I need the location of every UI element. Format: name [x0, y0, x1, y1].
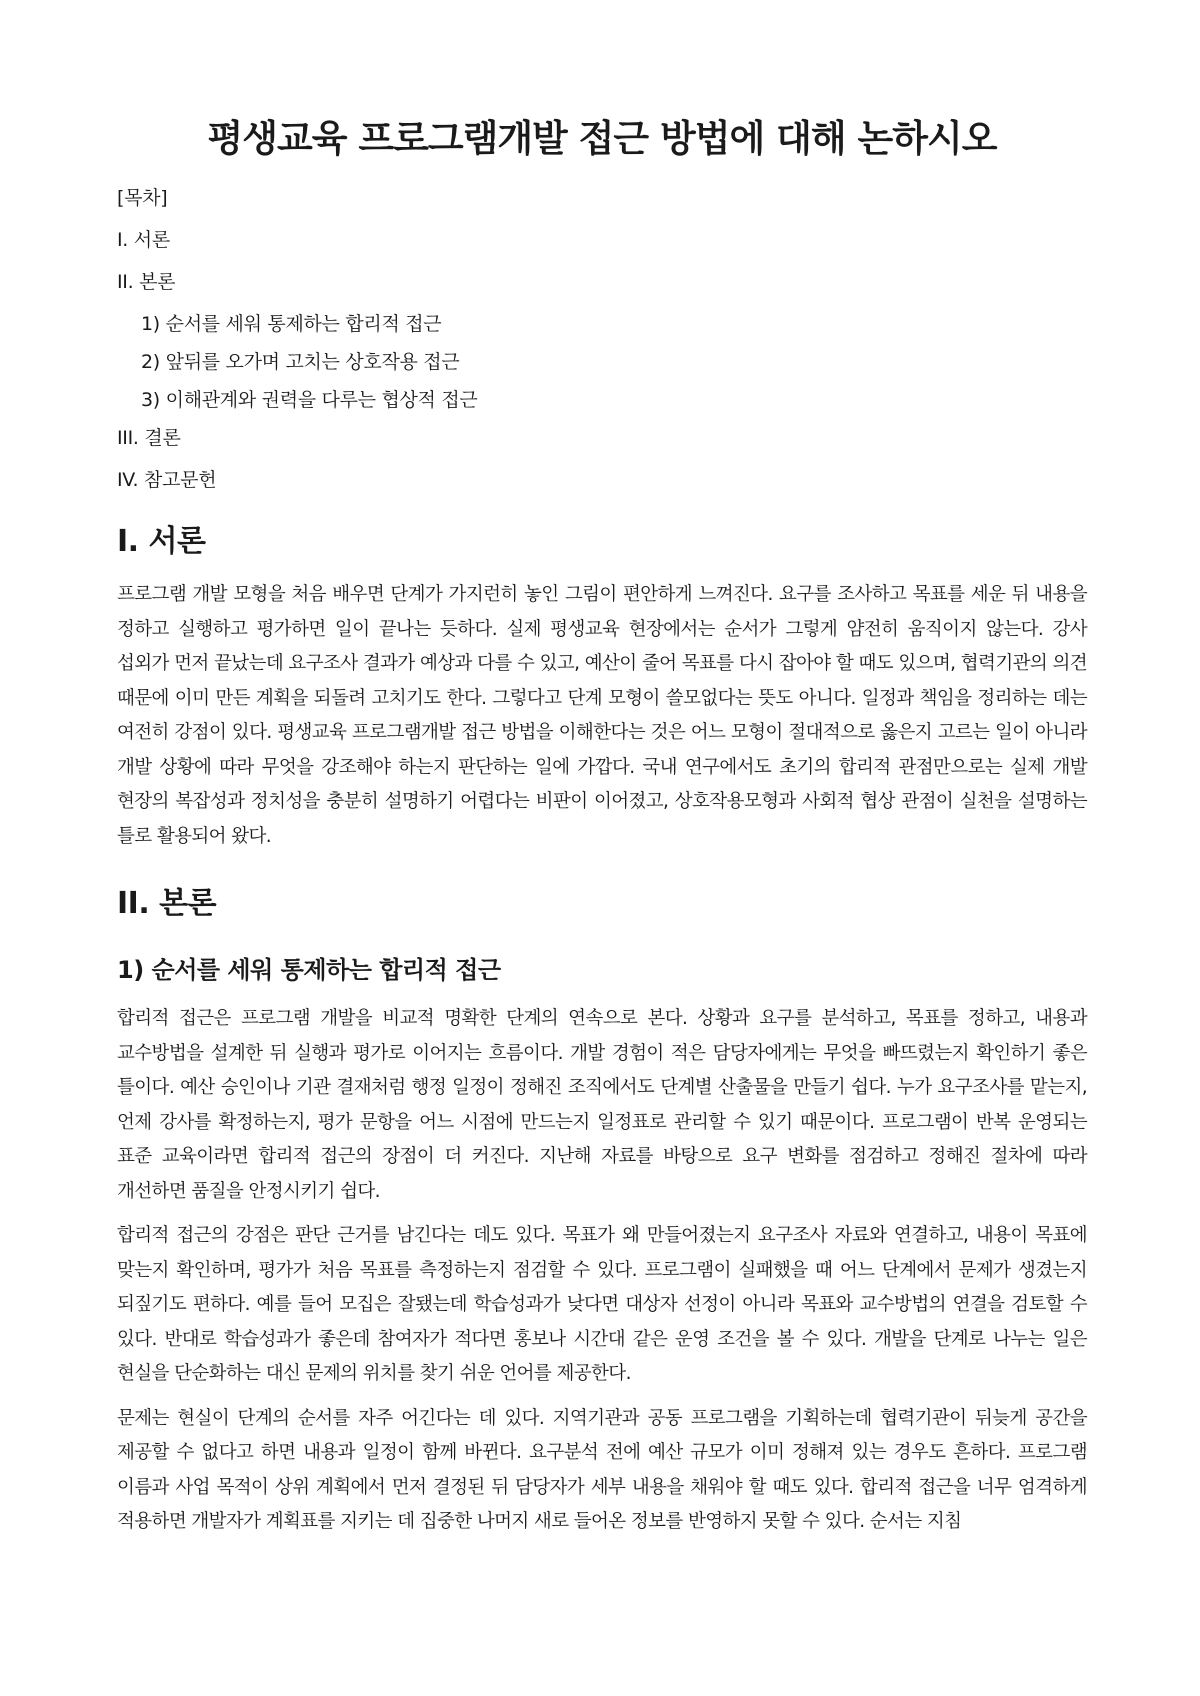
toc-item-negotiation-approach: 3) 이해관계와 권력을 다루는 협상적 접근: [141, 389, 478, 411]
table-of-contents: [117, 186, 1087, 492]
toc-item-rational-approach: 1) 순서를 세워 통제하는 합리적 접근: [141, 313, 442, 335]
toc-item-body: II. 본론: [117, 271, 176, 293]
body-paragraph: 합리적 접근의 강점은 판단 근거를 남긴다는 데도 있다. 목표가 왜 만들어졌는지 요구조사 자료와 연결하고, 내용이 목표에 맞는지 확인하며, 평가가 처음 목표를 측정하는지 점검할 수 있다. 프로그램이 실패했을 때 어느 단계에서 문제가 생겼는지 되짚기도 편하다. 예를 들어 모집은 잘됐는데 학습성과가 낮다면 대상자 선정이 아니라 목표와 교수방법의 연결을 검토할 수 있다. 반대로 학습성과가 좋은데 참여자가 적다면 홍보나 시간대 같은 운영 조건을 볼 수 있다. 개발을 단계로 나누는 일은 현실을 단순화하는 대신 문제의 위치를 찾기 쉬운 언어를 제공한다.: [117, 1225, 1087, 1384]
toc-item-interactive-approach: 2) 앞뒤를 오가며 고치는 상호작용 접근: [141, 351, 460, 373]
section-heading-introduction: I. 서론: [117, 524, 206, 559]
document-title: 평생교육 프로그램개발 접근 방법에 대해 논하시오: [207, 117, 997, 160]
section-heading-body: II. 본론: [117, 886, 217, 921]
toc-heading: [목차]: [117, 187, 168, 209]
toc-item-conclusion: III. 결론: [117, 427, 181, 449]
subsection-heading-rational-approach: 1) 순서를 세워 통제하는 합리적 접근: [117, 956, 501, 984]
intro-paragraph: 프로그램 개발 모형을 처음 배우면 단계가 가지런히 놓인 그림이 편안하게 느껴진다. 요구를 조사하고 목표를 세운 뒤 내용을 정하고 실행하고 평가하면 일이 끝나는 듯하다. 실제 평생교육 현장에서는 순서가 그렇게 얌전히 움직이지 않는다. 강사 섭외가 먼저 끝났는데 요구조사 결과가 예상과 다를 수 있고, 예산이 줄어 목표를 다시 잡아야 할 때도 있으며, 협력기관의 의견 때문에 이미 만든 계획을 되돌려 고치기도 한다. 그렇다고 단계 모형이 쓸모없다는 뜻도 아니다. 일정과 책임을 정리하는 데는 여전히 강점이 있다. 평생교육 프로그램개발 접근 방법을 이해한다는 것은 어느 모형이 절대적으로 옳은지 고르는 일이 아니라 개발 상황에 따라 무엇을 강조해야 하는지 판단하는 일에 가깝다. 국내 연구에서도 초기의 합리적 관점만으로는 실제 개발 현장의 복잡성과 정치성을 충분히 설명하기 어렵다는 비판이 이어졌고, 상호작용모형과 사회적 협상 관점이 실천을 설명하는 틀로 활용되어 왔다.: [117, 584, 1087, 847]
toc-item-references: IV. 참고문헌: [117, 469, 217, 491]
body-paragraph: 합리적 접근은 프로그램 개발을 비교적 명확한 단계의 연속으로 본다. 상황과 요구를 분석하고, 목표를 정하고, 내용과 교수방법을 설계한 뒤 실행과 평가로 이어지는 흐름이다. 개발 경험이 적은 담당자에게는 무엇을 빠뜨렸는지 확인하기 좋은 틀이다. 예산 승인이나 기관 결재처럼 행정 일정이 정해진 조직에서도 단계별 산출물을 만들기 쉽다. 누가 요구조사를 맡는지, 언제 강사를 확정하는지, 평가 문항을 어느 시점에 만드는지 일정표로 관리할 수 있기 때문이다. 프로그램이 반복 운영되는 표준 교육이라면 합리적 접근의 장점이 더 커진다. 지난해 자료를 바탕으로 요구 변화를 점검하고 정해진 절차에 따라 개선하면 품질을 안정시키기 쉽다.: [117, 1008, 1087, 1202]
body-paragraph: 문제는 현실이 단계의 순서를 자주 어긴다는 데 있다. 지역기관과 공동 프로그램을 기획하는데 협력기관이 뒤늦게 공간을 제공할 수 없다고 하면 내용과 일정이 함께 바뀐다. 요구분석 전에 예산 규모가 이미 정해져 있는 경우도 흔하다. 프로그램 이름과 사업 목적이 상위 계획에서 먼저 결정된 뒤 담당자가 세부 내용을 채워야 할 때도 있다. 합리적 접근을 너무 엄격하게 적용하면 개발자가 계획표를 지키는 데 집중한 나머지 새로 들어온 정보를 반영하지 못할 수 있다. 순서는 지침: [117, 1407, 1087, 1532]
toc-item-introduction: I. 서론: [117, 229, 170, 251]
